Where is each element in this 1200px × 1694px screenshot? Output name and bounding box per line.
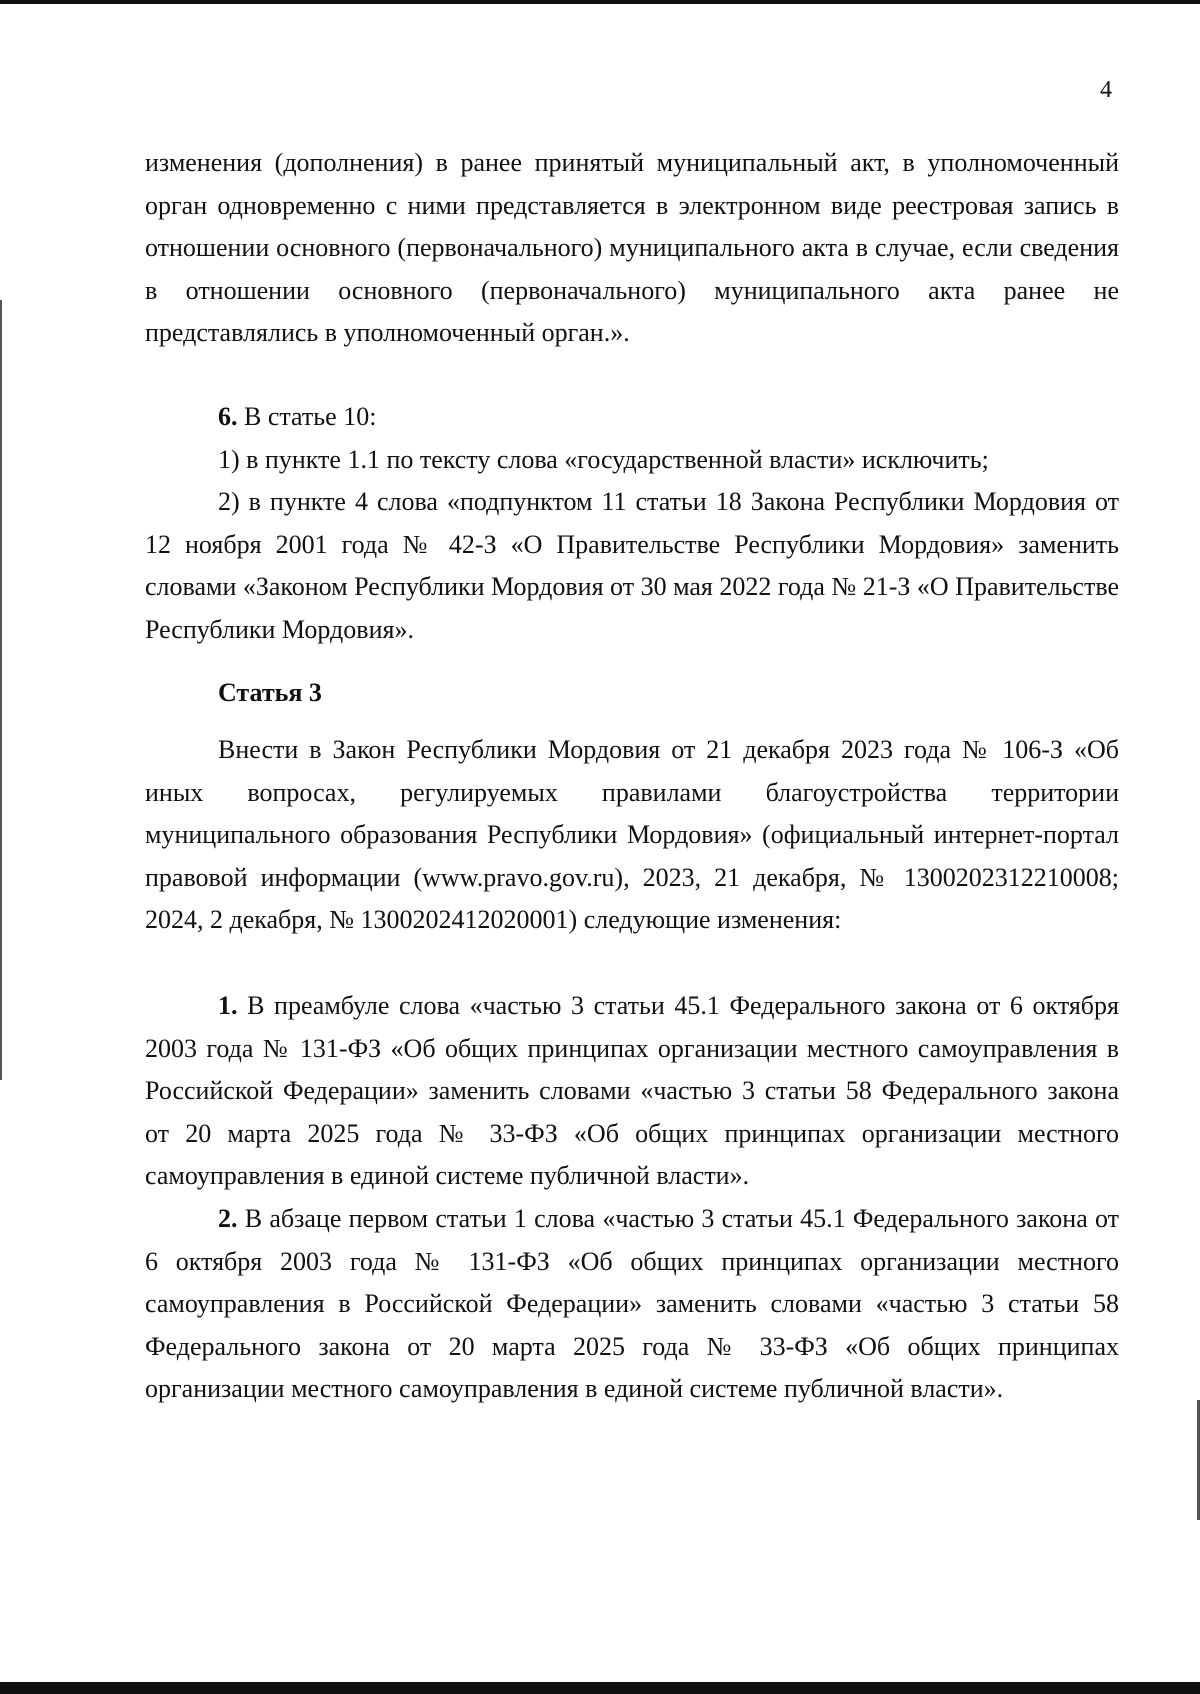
subitem-2: 2) в пункте 4 слова «подпунктом 11 статьи 18 Закона Республики Мордовия от 12 ноября 2001 года № 42-З «О Правительстве Республики Мордовия» заменить словами «Законом Республики Мордовия от 30 мая 2022 года № 21-З «О Правительстве Республики Мордовия». [145,487,1119,644]
article-item-1-text: В преамбуле слова «частью 3 статьи 45.1 Федерального закона от 6 октября 2003 года № 131-ФЗ «Об общих принципах организации местного самоуправления в Российской Федерации» заменить словами «частью 3 статьи 58 Федерального закона от 20 марта 2025 года № 33-ФЗ «Об общих принципах организации местного самоуправления в единой системе публичной власти». [145,991,1119,1191]
article-item-2-text: В абзаце первом статьи 1 слова «частью 3 статьи 45.1 Федерального закона от 6 октября 2003 года № 131-ФЗ «Об общих принципах организации местного самоуправления в Российской Федерации» заменить словами «частью 3 статьи 58 Федерального закона от 20 марта 2025 года № 33-ФЗ «Об общих принципах организации местного самоуправления в единой системе публичной власти». [145,1204,1119,1404]
article-heading: Статья 3 [218,678,322,707]
article-intro: Внести в Закон Республики Мордовия от 21 декабря 2023 года № 106-З «Об иных вопросах, регулируемых правилами благоустройства территории муниципального образования Республики Мордовия» (официальный интернет-портал правовой информации (www.pravo.gov.ru), 2023, 21 декабря, № 1300202312210008; 2024, 2 декабря, № 1300202412020001) следующие изменения: [145,735,1119,935]
subitem-1: 1) в пункте 1.1 по тексту слова «государственной власти» исключить; [218,445,989,474]
scan-left-edge [0,300,2,1080]
article-item-1 [145,985,1119,1198]
scan-bottom-edge [0,1682,1200,1694]
item-6-number: 6. [218,402,238,431]
article-item-1-number: 1. [218,991,238,1020]
page-number: 4 [1100,77,1112,103]
article-item-2-number: 2. [218,1204,238,1233]
item-6 [145,396,1119,439]
article-item-2 [145,1198,1119,1411]
paragraph-continuation: изменения (дополнения) в ранее принятый муниципальный акт, в уполномоченный орган одновременно с ними представляется в электронном виде реестровая запись в отношении основного (первоначального) муниципального акта в случае, если сведения в отношении основного (первоначального) муниципального акта ранее не представлялись в уполномоченный орган.». [145,148,1119,348]
scan-top-edge [0,0,1200,4]
item-6-text: В статье 10: [237,402,377,431]
